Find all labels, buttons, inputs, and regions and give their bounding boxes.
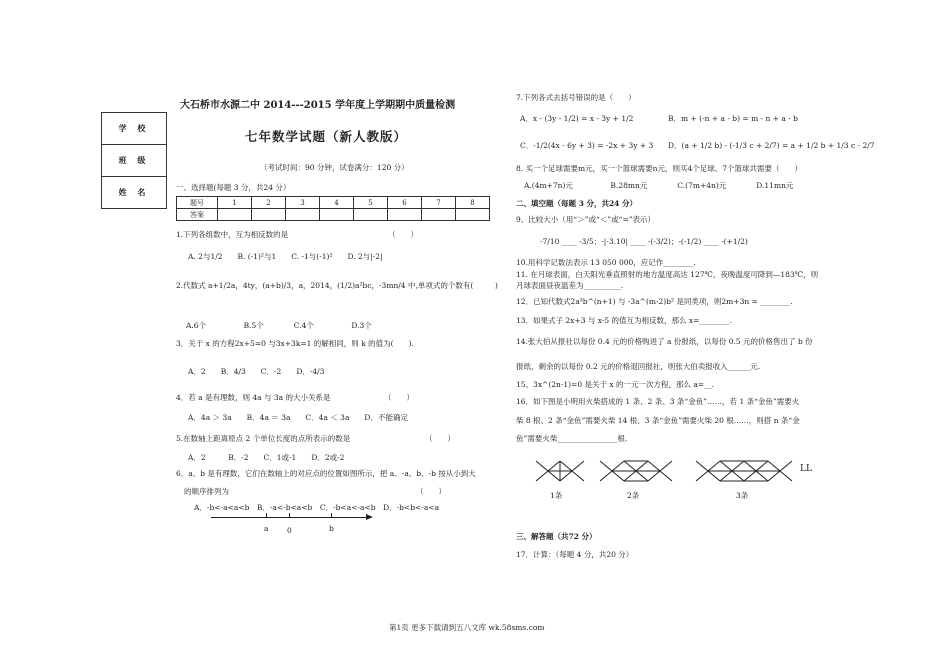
number-line-label-b: b — [329, 524, 334, 533]
q6-stem-line2: 的顺序排列为 — [184, 487, 229, 496]
answer-table-number: 6 — [388, 197, 422, 209]
q9-expression: -7/10 ____ -3/5；-|-3.10| ____ -(-3/2)；-(-1/2) ____ -(+1/2) — [540, 237, 748, 246]
answer-table-number: 2 — [252, 197, 286, 209]
number-line-tick — [331, 513, 332, 518]
q1-stem: 1.下列各组数中，互为相反数的是 — [176, 230, 289, 239]
answer-table-number: 4 — [320, 197, 354, 209]
q1-options: A. 2与1/2 B. (-1)²与1 C. -1与(-1)² D. 2与|-2| — [188, 252, 383, 261]
answer-cell — [252, 209, 286, 221]
q1-paren: （ ） — [388, 230, 418, 239]
exam-subtitle: 七年数学试题（新人教版） — [245, 129, 408, 144]
q3-options: A．2 B．4/3 C．-2 D．-4/3 — [188, 367, 325, 376]
answer-table-number: 3 — [286, 197, 320, 209]
q7-option-c: C．-1/2(4x - 6y + 3) = -2x + 3y + 3 — [520, 141, 654, 150]
section1-heading: 一、选择题(每题 3 分，共24 分） — [176, 183, 291, 192]
page-footer: 第1页 更多下载请到五八文库 wk.58sms.com — [389, 623, 545, 632]
answer-table-number: 1 — [218, 197, 252, 209]
q8-options: A.(4m+7n)元 B.28mn元 C.(7m+4n)元 D.11mn元 — [524, 181, 794, 190]
answer-cell — [388, 209, 422, 221]
exam-info: （考试时间：90 分钟，试卷满分：120 分） — [260, 163, 409, 172]
answer-table-number: 5 — [354, 197, 388, 209]
name-label: 姓 名 — [102, 177, 167, 209]
q2-options: A.6个 B.5个 C.4个 D.3个 — [186, 321, 372, 330]
fish-label-2: 2条 — [627, 491, 640, 500]
q7-stem: 7.下列各式去括号错误的是（ ） — [516, 93, 636, 102]
q15: 15、3x^(2n-1)=0 是关于 x 的一元一次方程，那么 a=__. — [516, 380, 715, 389]
number-line-label-a: a — [264, 524, 269, 533]
answer-cell — [422, 209, 456, 221]
section3-heading: 三、解答题（共72 分） — [516, 532, 597, 541]
q17: 17．计算：（每题 4 分，共20 分） — [516, 550, 634, 559]
q2-stem: 2.代数式 a+1/2a，4ty，(a+b)/3，a，2014，(1/2)a²bc，-3mn/4 中,单项式的个数有( — [176, 281, 474, 290]
class-label: 班 级 — [102, 145, 167, 177]
q7-option-a: A．x - (3y - 1/2) = x - 3y + 1/2 — [520, 114, 634, 123]
answer-table-number: 8 — [456, 197, 490, 209]
student-info-box — [101, 112, 167, 209]
q13: 13．如果式子 2x+3 与 x-5 的值互为相反数，那么 x=________. — [516, 316, 732, 325]
fish-2-figure — [598, 453, 678, 489]
answer-table-header: 题号 — [177, 197, 218, 209]
q11-line1: 11. 在月球表面，白天阳光垂直照射的地方温度高达 127℃，夜晚温度可降到—183℃，则 — [516, 270, 819, 279]
q7-option-d: D．(a + 1/2 b) - (-1/3 c + 2/7) = a + 1/2 b + 1/3 c - 2/7 — [668, 141, 875, 150]
number-line-label-zero: 0 — [287, 526, 292, 535]
fish-label-3: 3条 — [736, 491, 749, 500]
q6-stem-line1: 6．a、b 是有理数，它们在数轴上的对应点的位置如图所示，把 a、-a、b、-b 按从小到大 — [176, 469, 476, 478]
answer-cell — [456, 209, 490, 221]
q9-stem: 9、比较大小（用“＞”或“＜”或“=”表示） — [516, 215, 656, 224]
q10: 10.用科学记数法表示 13 050 000，应记作________. — [516, 258, 696, 267]
q16-line3: 鱼”需要火柴________________根. — [516, 434, 628, 443]
q16-line2: 柴 8 根、2 条“金鱼”需要火柴 14 根、3 条“金鱼”需要火柴 20 根……，则搭 n 条“金 — [516, 416, 800, 425]
answer-table-number: 7 — [422, 197, 456, 209]
number-line-tick — [289, 513, 290, 518]
answer-cell — [218, 209, 252, 221]
q6-options: A．-b<-a<a<b B．-a<-b<a<b C．-b<a<-a<b D．-b<b<-a<a — [194, 503, 440, 512]
fish-extra-mark: LL — [800, 464, 812, 474]
q16-line1: 16．如下图是小明用火柴搭成的 1 条、2 条、3 条“金鱼”……，若 1 条“金鱼”需要火 — [516, 397, 800, 406]
answer-table-row-label: 答案 — [177, 209, 218, 221]
q4-options: A．4a ＞ 3a B．4a ＝ 3a C．4a ＜ 3a D．不能确定 — [188, 413, 408, 422]
q7-option-b: B．m + (-n + a - b) = m - n + a - b — [668, 114, 798, 123]
fish-3-figure — [694, 453, 798, 489]
answer-cell — [320, 209, 354, 221]
q6-paren: （ ） — [416, 487, 446, 496]
q8-stem: 8. 买一个足球需要m元，买一个篮球需要n元，则买4个足球、7个篮球共需要（ ） — [516, 164, 803, 173]
q5-paren: （ ） — [425, 434, 455, 443]
answer-table — [176, 196, 490, 221]
number-line-arrow — [366, 514, 373, 520]
school-label: 学 校 — [102, 113, 167, 145]
q5-options: A．2 B．-2 C．1或-1 D．2或-2 — [188, 453, 345, 462]
q4-paren: （ ） — [384, 393, 414, 402]
exam-title: 大石桥市水源二中 2014---2015 学年度上学期期中质量检测 — [180, 100, 456, 111]
q5-stem: 5.在数轴上距离原点 2 个单位长度的点所表示的数是 — [176, 434, 351, 443]
q4-stem: 4．若 a 是有理数，则 4a 与 3a 的大小关系是 — [176, 393, 331, 402]
fish-1-figure — [534, 453, 588, 489]
number-line — [211, 517, 371, 518]
fish-label-1: 1条 — [550, 491, 563, 500]
answer-cell — [286, 209, 320, 221]
section2-heading: 二、填空题（每题 3 分，共24 分） — [516, 199, 637, 208]
number-line-tick — [266, 513, 267, 518]
answer-cell — [354, 209, 388, 221]
q2-paren: ) — [495, 281, 498, 290]
q12: 12．已知代数式2a³b^(n+1) 与 -3a^(m-2)b² 是同类项，则2m+3n = ________. — [516, 297, 793, 306]
q14-line2: 报纸，剩余的以每份 0.2 元的价格退回报社，则张大伯卖报收入______元. — [516, 362, 761, 371]
q3-stem: 3．关于 x 的方程2x+5=0 与3x+3k=1 的解相同，则 k 的值为( ). — [176, 339, 414, 348]
q14-line1: 14.张大伯从报社以每份 0.4 元的价格购进了 a 份报纸，以每份 0.5 元的价格售出了 b 份 — [516, 337, 813, 346]
q11-line2: 月球表面昼夜温差为__________. — [516, 281, 624, 290]
